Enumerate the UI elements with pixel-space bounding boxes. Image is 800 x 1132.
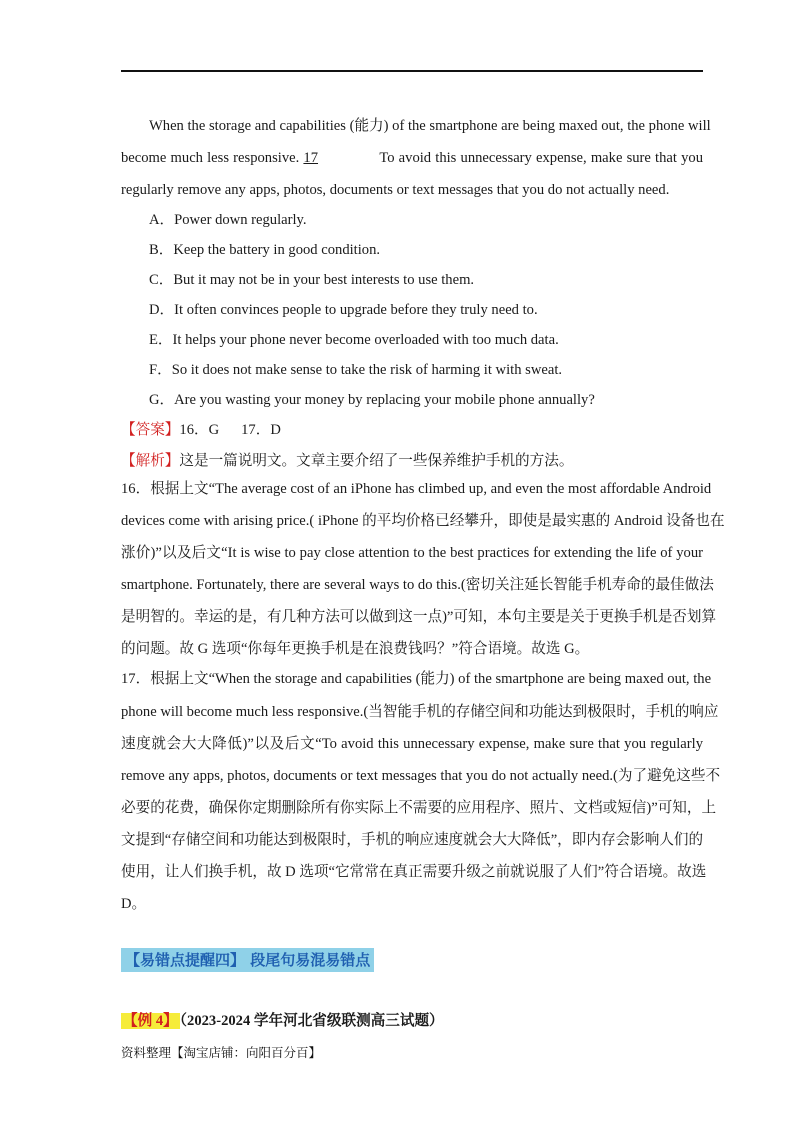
q16-line-6: 的问题。故 G 选项“你每年更换手机是在浪费钱吗？”符合语境。故选 G。 (121, 641, 590, 657)
section-heading: 【易错点提醒四】 段尾句易混易错点 (121, 948, 374, 972)
passage-line-1: When the storage and capabilities (能力) of the smartphone are being maxed out, the phone will (149, 118, 711, 134)
q16-line-1: 16．根据上文“The average cost of an iPhone has climbed up, and even the most affordable Android (121, 481, 712, 497)
passage-line-2 (121, 148, 703, 168)
option-f: F．So it does not make sense to take the risk of harming it with sweat. (149, 362, 563, 378)
blank-17: 17 (303, 150, 319, 166)
header-rule (121, 70, 703, 72)
q17-line-7: 使用，让人们换手机，故 D 选项“它常常在真正需要升级之前就说服了人们”符合语境。故选 (121, 864, 707, 880)
q17-line-3: 速度就会大大降低)”以及后文“To avoid this unnecessary expense, make sure that you regularly (121, 736, 703, 752)
analysis-tag: 【解析】 (121, 453, 180, 469)
q16-line-5: 是明智的。幸运的是，有几种方法可以做到这一点)”可知，本句主要是关于更换手机是否划算 (121, 609, 717, 625)
q17-line-6: 文提到“存储空间和功能达到极限时，手机的响应速度就会大大降低”，即内存会影响人们的 (121, 832, 704, 848)
answer-16: 16．G (179, 422, 220, 438)
option-g: G．Are you wasting your money by replacing your mobile phone annually? (149, 392, 595, 408)
analysis-intro: 这是一篇说明文。文章主要介绍了一些保养维护手机的方法。 (179, 453, 574, 469)
passage-line-2-after: To avoid this unnecessary expense, make sure that you (379, 150, 703, 166)
q16-line-3: 涨价)”以及后文“It is wise to pay close attention to the best practices for extending the life of your (121, 545, 703, 561)
option-d: D．It often convinces people to upgrade before they truly need to. (149, 302, 538, 318)
footer-note: 资料整理【淘宝店铺：向阳百分百】 (121, 1045, 322, 1060)
passage-line-2-before: become much less responsive. (121, 150, 300, 166)
q17-line-4: remove any apps, photos, documents or text messages that you do not actually need.(为了避免这些不 (121, 768, 721, 784)
answer-tag: 【答案】 (121, 422, 180, 438)
answer-17: 17．D (241, 422, 281, 438)
passage-line-3: regularly remove any apps, photos, documents or text messages that you do not actually need. (121, 182, 670, 198)
option-c: C．But it may not be in your best interests to use them. (149, 272, 475, 288)
q17-line-2: phone will become much less responsive.(当智能手机的存储空间和功能达到极限时，手机的响应 (121, 704, 719, 720)
option-b: B．Keep the battery in good condition. (149, 242, 381, 258)
q16-line-2: devices come with arising price.( iPhone 的平均价格已经攀升，即使是最实惠的 Android 设备也在 (121, 513, 725, 529)
analysis-intro-line (121, 451, 703, 471)
answer-line (121, 420, 703, 440)
option-e: E．It helps your phone never become overloaded with too much data. (149, 332, 559, 348)
example-source: （2023-2024 学年河北省级联测高三试题） (179, 1013, 444, 1029)
example-line (121, 1011, 444, 1031)
example-tag: 【例 4】 (123, 1013, 178, 1029)
q16-line-4: smartphone. Fortunately, there are several ways to do this.(密切关注延长智能手机寿命的最佳做法 (121, 577, 714, 593)
q17-line-5: 必要的花费，确保你定期删除所有你实际上不需要的应用程序、照片、文档或短信)”可知，上 (121, 800, 717, 816)
q17-line-8: D。 (121, 896, 147, 912)
option-a: A．Power down regularly. (149, 212, 307, 228)
q17-line-1: 17．根据上文“When the storage and capabilities (能力) of the smartphone are being maxed out, the (121, 671, 712, 687)
